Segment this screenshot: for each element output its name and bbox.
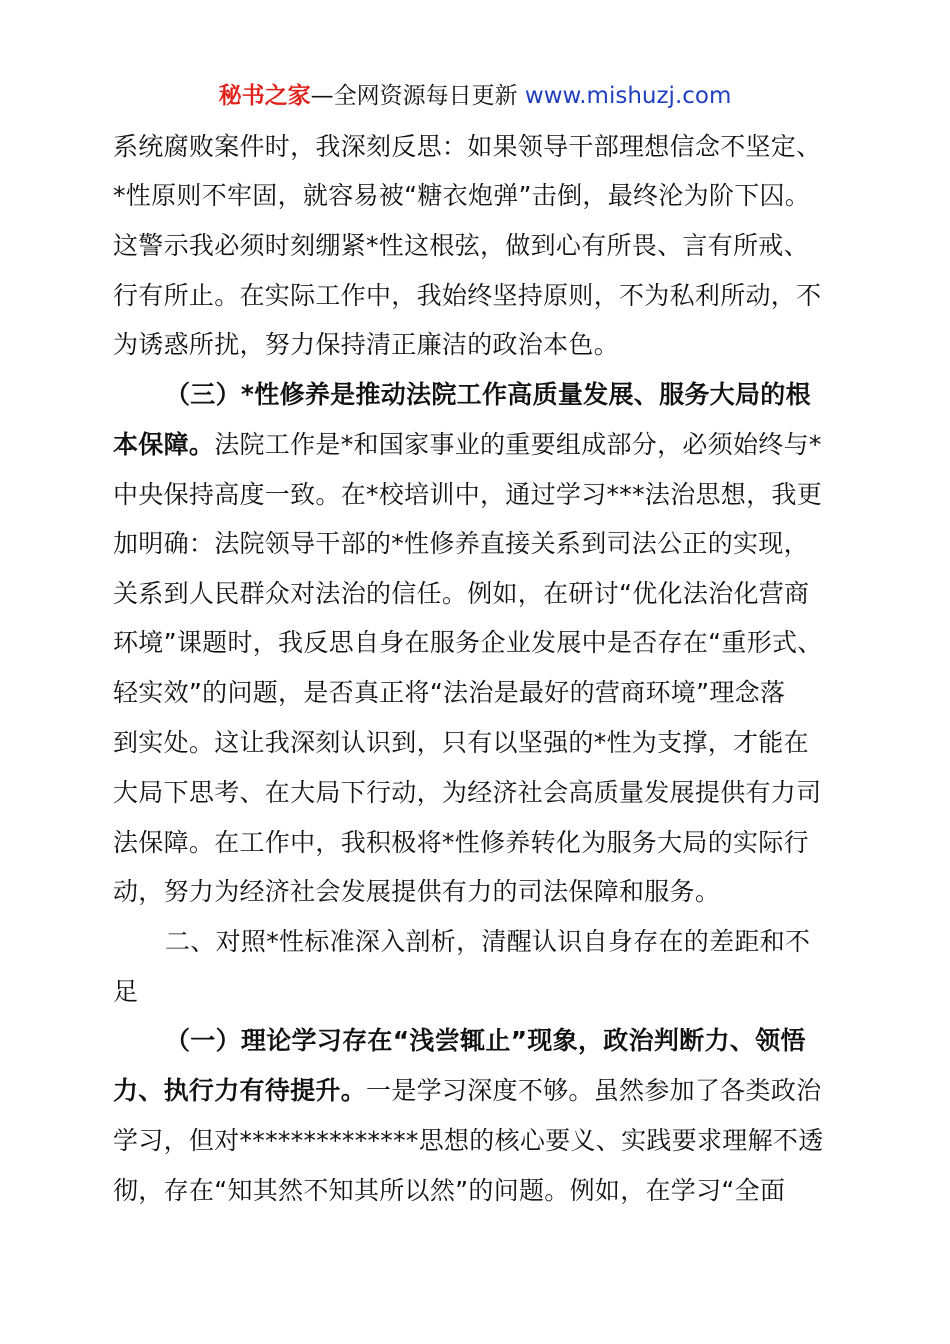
chapter-heading-end: 足 <box>113 977 139 1006</box>
paragraph-line: 中央保持高度一致。在*校培训中，通过学习***法治思想，我更 <box>113 480 823 509</box>
paragraph-line: 学习，但对**************思想的核心要义、实践要求理解不透 <box>113 1126 824 1155</box>
paragraph-line: 关系到人民群众对法治的信任。例如，在研讨“优化法治化营商 <box>113 579 810 608</box>
paragraph-line <box>113 1074 821 1108</box>
paragraph-text: 一是学习深度不够。虽然参加了各类政治 <box>366 1076 822 1105</box>
paragraph-line: 加明确：法院领导干部的*性修养直接关系到司法公正的实现， <box>113 529 809 558</box>
paragraph-line: 为诱惑所扰，努力保持清正廉洁的政治本色。 <box>113 330 620 359</box>
section-heading-end: 本保障。 <box>113 430 215 459</box>
paragraph-line: 动，努力为经济社会发展提供有力的司法保障和服务。 <box>113 877 721 906</box>
site-url-link[interactable]: www.mishuzj.com <box>524 83 732 109</box>
paragraph-line: 大局下思考、在大局下行动，为经济社会高质量发展提供有力司 <box>113 778 822 807</box>
paragraph-line: 系统腐败案件时，我深刻反思：如果领导干部理想信念不坚定、 <box>113 132 822 161</box>
site-tagline: —全网资源每日更新 <box>310 83 525 109</box>
paragraph-line: 环境”课题时，我反思自身在服务企业发展中是否存在“重形式、 <box>113 628 823 657</box>
paragraph-line: *性原则不牢固，就容易被“糖衣炮弹”击倒，最终沦为阶下囚。 <box>113 181 811 210</box>
chapter-heading: 二、对照*性标准深入剖析，清醒认识自身存在的差距和不 <box>165 927 811 956</box>
section-heading: （一）理论学习存在“浅尝辄止”现象，政治判断力、领悟 <box>165 1026 806 1055</box>
paragraph-line: 法保障。在工作中，我积极将*性修养转化为服务大局的实际行 <box>113 828 809 857</box>
paragraph-text: 法院工作是*和国家事业的重要组成部分，必须始终与* <box>214 430 822 459</box>
section-heading: （三）*性修养是推动法院工作高质量发展、服务大局的根 <box>165 380 811 409</box>
paragraph-line <box>113 428 822 462</box>
paragraph-line: 彻，存在“知其然不知其所以然”的问题。例如，在学习“全面 <box>113 1176 786 1205</box>
paragraph-line: 行有所止。在实际工作中，我始终坚持原则，不为私利所动，不 <box>113 281 822 310</box>
paragraph-line: 到实处。这让我深刻认识到，只有以坚强的*性为支撑，才能在 <box>113 728 809 757</box>
paragraph-line: 轻实效”的问题，是否真正将“法治是最好的营商环境”理念落 <box>113 678 786 707</box>
site-header <box>0 80 950 112</box>
site-brand: 秘书之家 <box>218 83 311 109</box>
paragraph-line: 这警示我必须时刻绷紧*性这根弦，做到心有所畏、言有所戒、 <box>113 231 809 260</box>
section-heading-end: 力、执行力有待提升。 <box>113 1076 367 1105</box>
